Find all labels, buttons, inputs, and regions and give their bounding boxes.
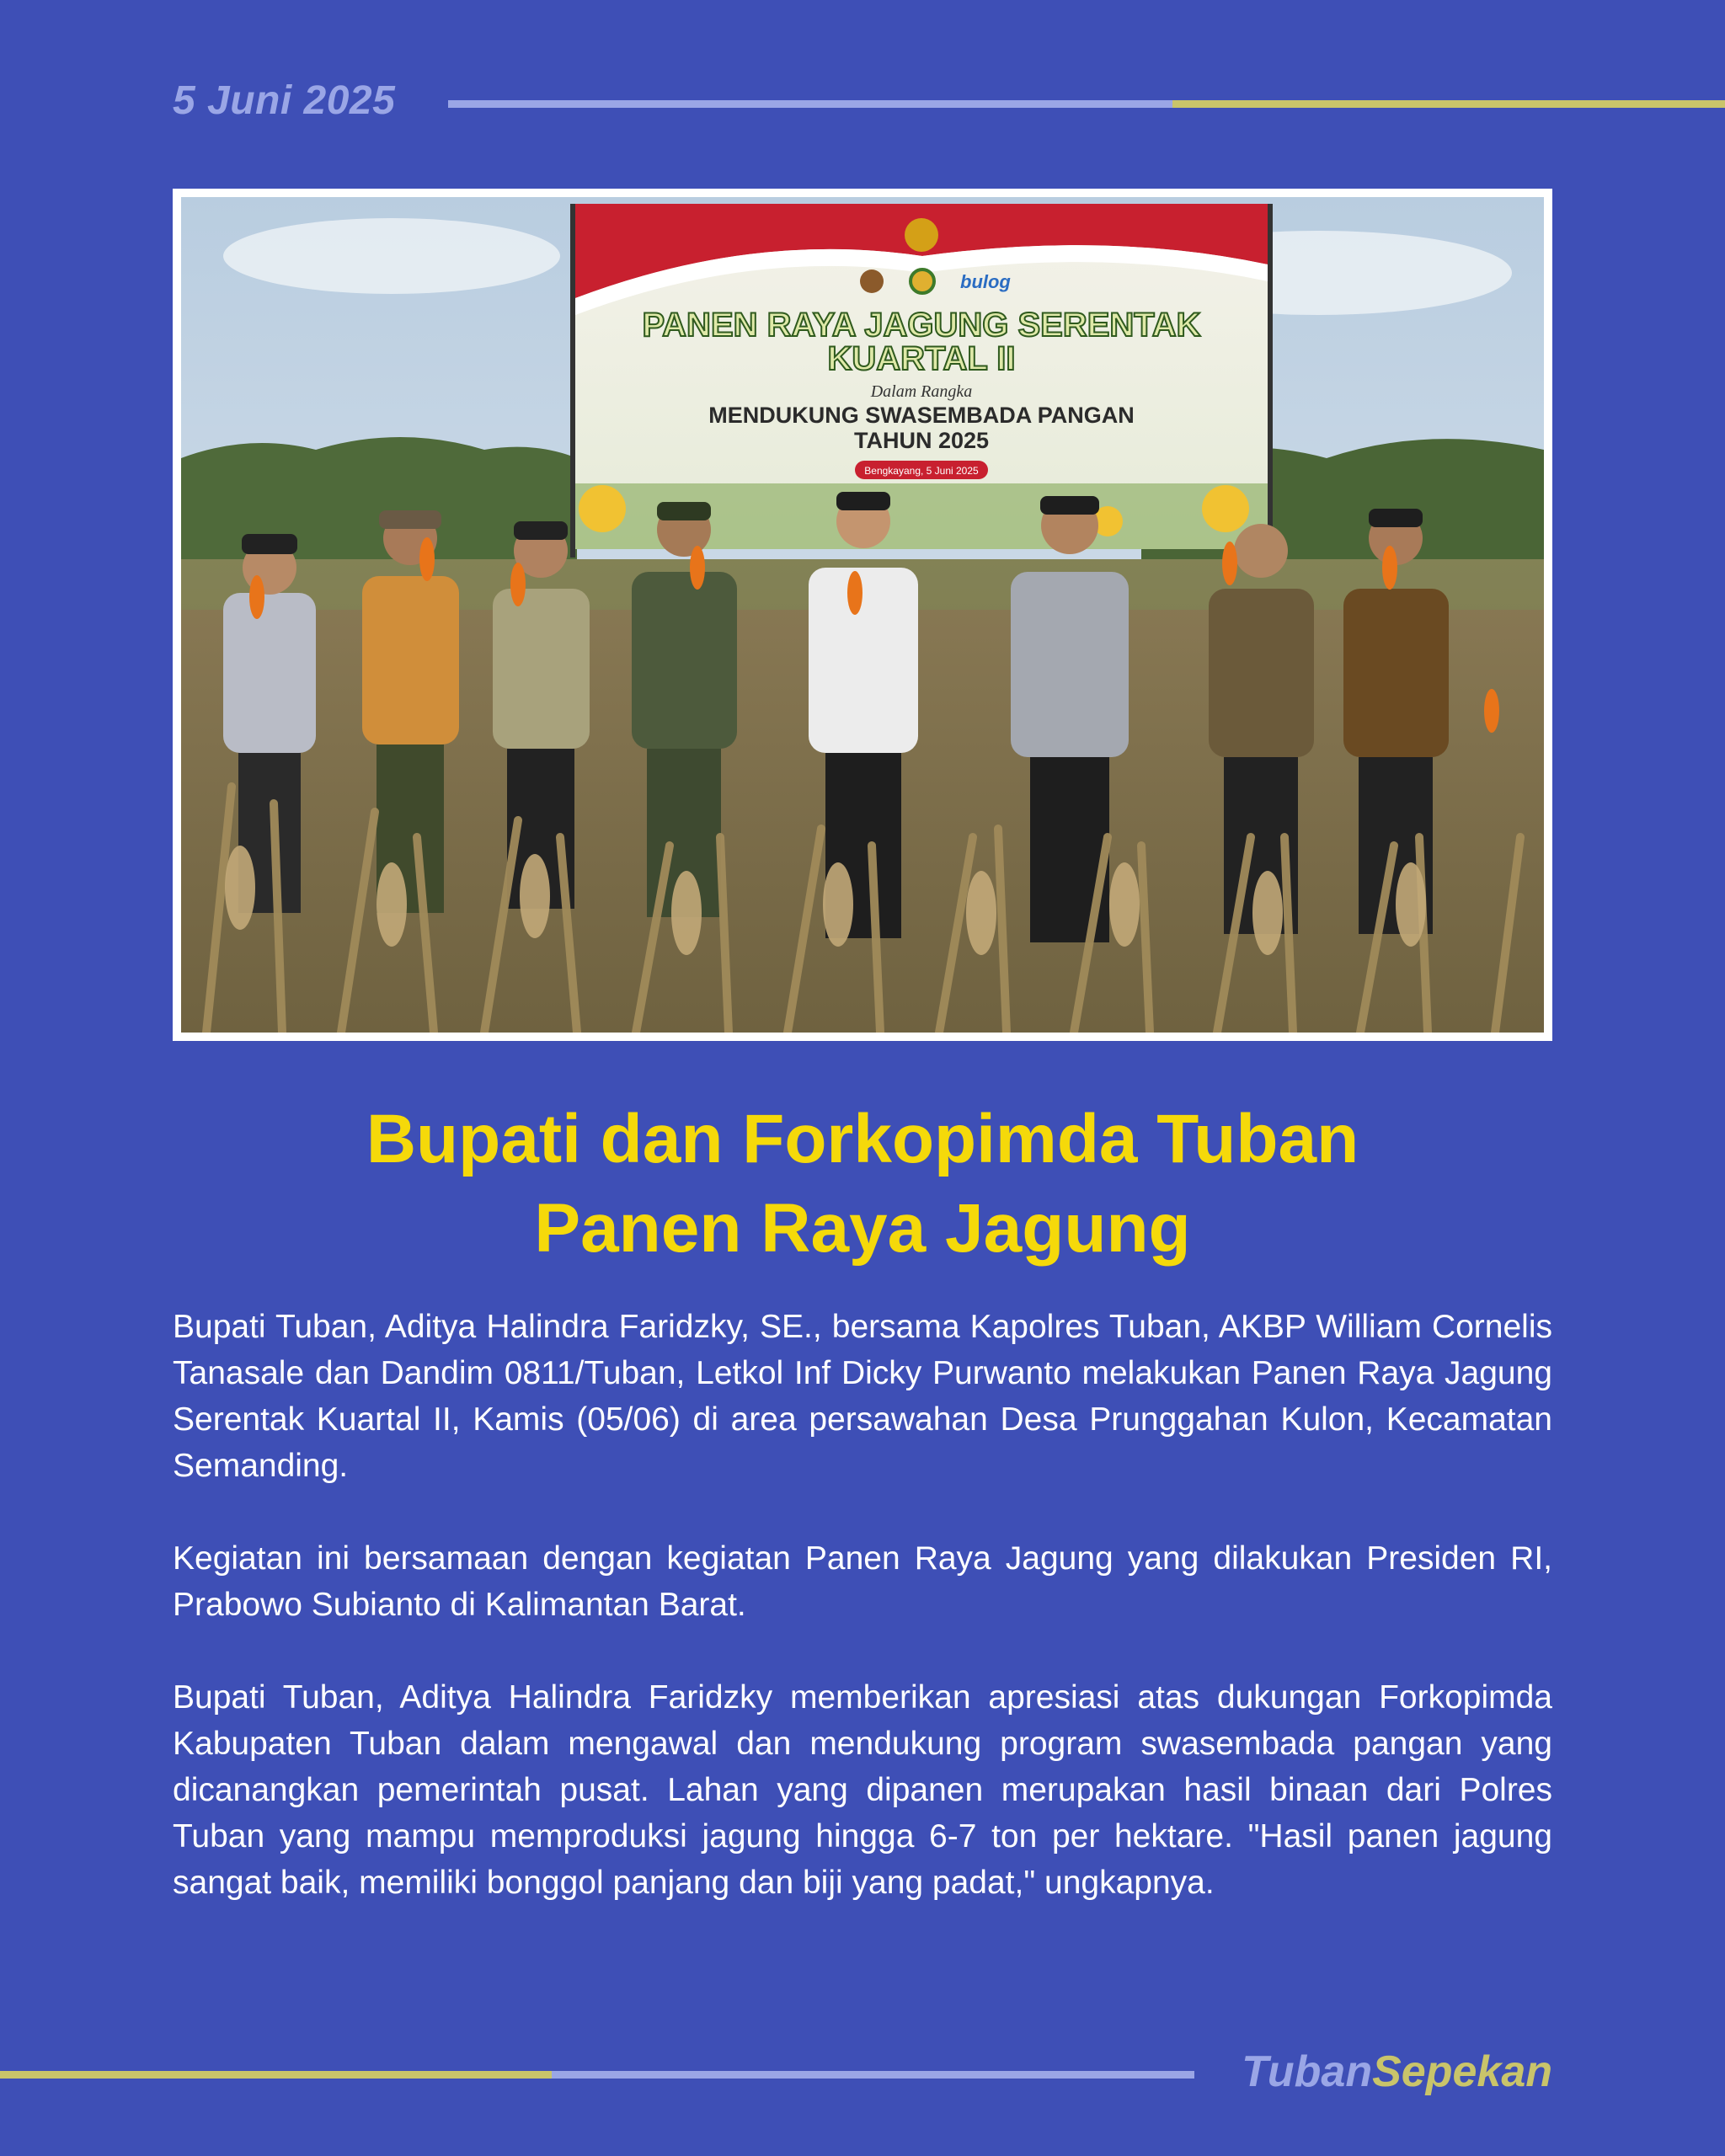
bottom-divider-blue	[552, 2071, 1194, 2079]
brand-part-1: Tuban	[1242, 2047, 1373, 2096]
banner-line-5: TAHUN 2025	[853, 428, 990, 453]
article-body	[173, 1304, 1552, 1952]
brand-part-2: Sepekan	[1372, 2047, 1552, 2096]
banner-location-date: Bengkayang, 5 Juni 2025	[864, 465, 979, 477]
brand-logo	[1242, 2047, 1552, 2097]
event-photo	[181, 197, 1544, 1033]
photo-frame	[173, 189, 1552, 1041]
bottom-divider-gold	[0, 2071, 552, 2079]
article-paragraph: Kegiatan ini bersamaan dengan kegiatan Panen Raya Jagung yang dilakukan Presiden RI, Prabowo Subianto di Kalimantan Barat.	[173, 1540, 1552, 1623]
garuda-emblem-icon	[905, 218, 938, 252]
top-divider-gold	[1172, 100, 1725, 108]
police-logo-icon	[860, 270, 884, 293]
banner-line-4: MENDUKUNG SWASEMBADA PANGAN	[708, 403, 1135, 428]
date-label: 5 Juni 2025	[173, 78, 396, 123]
headline	[173, 1095, 1552, 1273]
top-divider-blue	[448, 100, 1172, 108]
agriculture-logo-icon	[911, 270, 934, 293]
event-photo-illustration	[181, 197, 1544, 1033]
bulog-logo: bulog	[960, 271, 1011, 292]
article-paragraph: Bupati Tuban, Aditya Halindra Faridzky, SE., bersama Kapolres Tuban, AKBP William Cornelis Tanasale dan Dandim 0811/Tuban, Letkol Inf Dicky Purwanto melakukan Panen Raya Jagung Serentak Kuartal II, Kamis (05/06) di area persawahan Desa Prunggahan Kulon, Kecamatan Semanding.	[173, 1309, 1552, 1484]
headline-line-1: Bupati dan Forkopimda Tuban	[366, 1101, 1359, 1177]
banner-line-2: KUARTAL II	[827, 340, 1016, 377]
banner-line-1: PANEN RAYA JAGUNG SERENTAK	[642, 307, 1201, 344]
article-paragraph: Bupati Tuban, Aditya Halindra Faridzky memberikan apresiasi atas dukungan Forkopimda Kabupaten Tuban dalam mengawal dan mendukung program swasembada pangan yang dicanangkan pemerintah pusat. Lahan yang dipanen merupakan hasil binaan dari Polres Tuban yang mampu memproduksi jagung hingga 6-7 ton per hektare. "Hasil panen jagung sangat baik, memiliki bonggol panjang dan biji yang padat," ungkapnya.	[173, 1679, 1552, 1901]
headline-line-2: Panen Raya Jagung	[534, 1190, 1191, 1267]
banner-line-3: Dalam Rangka	[870, 382, 973, 401]
